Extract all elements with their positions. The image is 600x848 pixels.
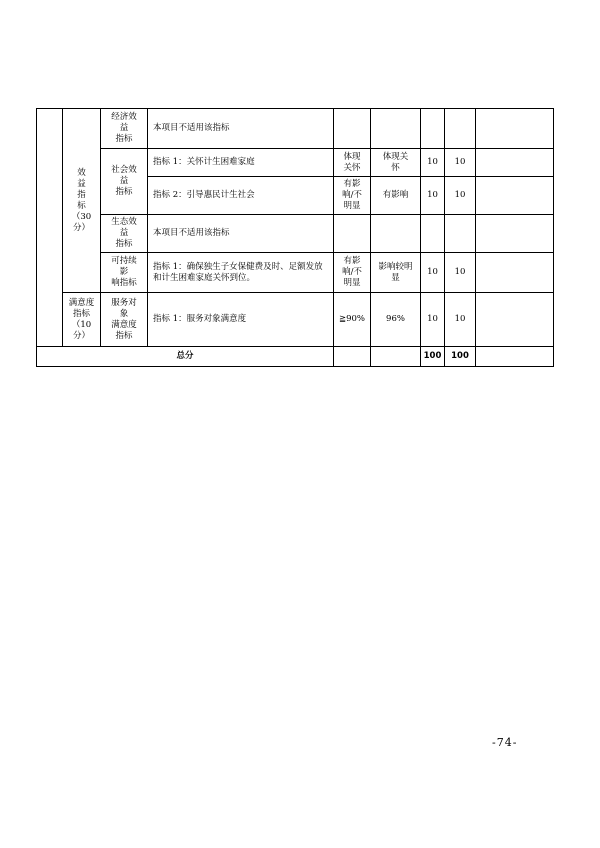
social-label: 社会效 益 指标 [101, 149, 148, 215]
social-indicator-2-target: 有影 响/不 明显 [334, 177, 371, 215]
empty-cell [476, 293, 554, 347]
satisfaction-score: 10 [445, 293, 476, 347]
table-row [37, 253, 554, 293]
social-indicator-2-weight: 10 [421, 177, 445, 215]
total-label: 总分 [37, 347, 334, 367]
sustainable-label: 可持续 影 响指标 [101, 253, 148, 293]
table-row [37, 215, 554, 253]
page-number: -74- [492, 736, 518, 749]
table-row [37, 109, 554, 149]
empty-cell [421, 215, 445, 253]
satisfaction-label: 服务对 象 满意度 指标 [101, 293, 148, 347]
empty-cell [476, 253, 554, 293]
table-row [37, 149, 554, 177]
benefit-group-cell: 效 益 指 标 （30 分） [63, 109, 101, 293]
total-weight: 100 [421, 347, 445, 367]
sustainable-weight: 10 [421, 253, 445, 293]
social-indicator-2: 指标 2：引导惠民计生社会 [148, 177, 334, 215]
empty-cell [476, 215, 554, 253]
sustainable-score: 10 [445, 253, 476, 293]
economic-label: 经济效 益 指标 [101, 109, 148, 149]
social-indicator-1-weight: 10 [421, 149, 445, 177]
empty-cell [421, 109, 445, 149]
satisfaction-target: ≧90% [334, 293, 371, 347]
social-indicator-2-actual: 有影响 [371, 177, 421, 215]
social-indicator-1-actual: 体现关 怀 [371, 149, 421, 177]
satisfaction-weight: 10 [421, 293, 445, 347]
empty-cell [476, 149, 554, 177]
empty-cell [371, 215, 421, 253]
social-indicator-1: 指标 1：关怀计生困难家庭 [148, 149, 334, 177]
empty-cell [445, 109, 476, 149]
ecological-content: 本项目不适用该指标 [148, 215, 334, 253]
sustainable-actual: 影响较明 显 [371, 253, 421, 293]
empty-cell [334, 109, 371, 149]
empty-cell [445, 215, 476, 253]
ecological-label: 生态效 益 指标 [101, 215, 148, 253]
social-indicator-1-target: 体现 关怀 [334, 149, 371, 177]
social-indicator-2-score: 10 [445, 177, 476, 215]
satisfaction-group-cell: 满意度 指标 （10 分） [63, 293, 101, 347]
empty-cell [371, 109, 421, 149]
empty-cell [371, 347, 421, 367]
table-row [37, 293, 554, 347]
empty-cell [476, 109, 554, 149]
empty-cell [476, 177, 554, 215]
satisfaction-indicator: 指标 1：服务对象满意度 [148, 293, 334, 347]
empty-cell [476, 347, 554, 367]
sustainable-target: 有影 响/不 明显 [334, 253, 371, 293]
social-indicator-1-score: 10 [445, 149, 476, 177]
sustainable-indicator: 指标 1：确保独生子女保健费及时、足额发放和计生困难家庭关怀到位。 [148, 253, 334, 293]
outer-category-cell [37, 109, 63, 347]
total-score: 100 [445, 347, 476, 367]
satisfaction-actual: 96% [371, 293, 421, 347]
economic-content: 本项目不适用该指标 [148, 109, 334, 149]
empty-cell [334, 215, 371, 253]
table-row [37, 347, 554, 367]
performance-table [36, 108, 554, 367]
empty-cell [334, 347, 371, 367]
